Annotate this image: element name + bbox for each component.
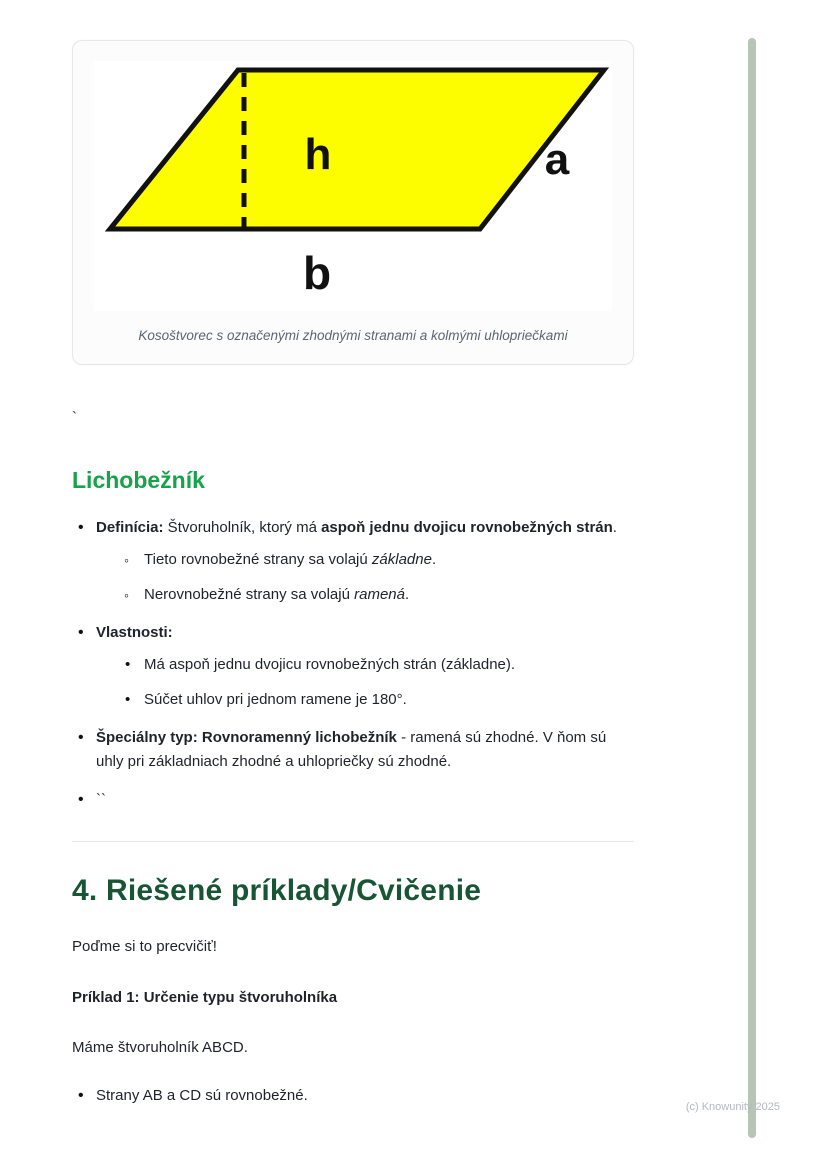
parallelogram-svg <box>94 61 612 311</box>
list-item-vlastnost-1: • Má aspoň jednu dvojicu rovnobežných strán (základne). <box>122 654 634 677</box>
paragraph-intro: Poďme si to precvičiť! <box>72 938 217 956</box>
zakladne-italic: základne <box>371 551 432 569</box>
stray-backticks: `` <box>96 790 106 808</box>
figure-caption: Kosoštvorec s označenými zhodnými stranami a kolmými uhlopriečkami <box>138 328 568 343</box>
section-heading-lichobeznik: Lichobežník <box>72 466 205 493</box>
definicia-bold: aspoň jednu dvojicu rovnobežných strán <box>321 518 613 536</box>
definicia-text <box>96 519 617 536</box>
label-h: h <box>304 130 332 179</box>
definicia-mid: Štvoruholník, ktorý má <box>163 518 322 536</box>
label-a: a <box>544 135 570 184</box>
priklad-list <box>72 1084 634 1107</box>
list-item-backticks <box>72 788 634 811</box>
stray-backtick: ` <box>72 408 77 426</box>
section-divider <box>72 841 634 842</box>
list-item-definicia <box>72 516 634 606</box>
definicia-end: . <box>612 518 617 536</box>
zakladne-end: . <box>431 551 437 569</box>
ramena-pre: Nerovnobežné strany sa volajú <box>144 585 355 603</box>
figure-card <box>72 40 634 365</box>
list-item-vlastnosti <box>72 621 634 711</box>
list-item-strany-ab-cd: • Strany AB a CD sú rovnobežné. <box>72 1084 634 1107</box>
special-text <box>96 729 606 769</box>
paragraph-priklad-1-title: Príklad 1: Určenie typu štvoruholníka <box>72 988 338 1006</box>
vertical-scrollbar[interactable] <box>748 38 756 1138</box>
list-item-zakladne <box>122 549 634 572</box>
list-item-ramena <box>122 584 634 607</box>
vlastnosti-text <box>96 624 173 641</box>
special-rest: - ramená sú zhodné. V ňom sú uhly pri základniach zhodné a uhlopriečky sú zhodné. <box>96 729 607 770</box>
list-item-special <box>72 726 634 773</box>
list-item-vlastnost-2: • Súčet uhlov pri jednom ramene je 180°. <box>122 689 634 712</box>
parallelogram-image <box>94 61 612 311</box>
watermark: (c) Knowunity 2025 <box>685 1101 780 1113</box>
special-bold: Špeciálny typ: Rovnoramenný lichobežník <box>96 729 397 747</box>
lichobeznik-list <box>72 516 634 811</box>
ramena-end: . <box>404 585 410 603</box>
zakladne-pre: Tieto rovnobežné strany sa volajú <box>144 551 372 569</box>
vlastnosti-label: Vlastnosti: <box>96 624 173 642</box>
document-page <box>72 40 634 1122</box>
definicia-sublist <box>122 549 634 606</box>
definicia-label: Definícia: <box>96 518 164 536</box>
ramena-italic: ramená <box>354 585 405 603</box>
label-b: b <box>302 247 332 299</box>
paragraph-abcd: Máme štvoruholník ABCD. <box>72 1039 248 1057</box>
parallelogram-shape <box>110 70 604 229</box>
section-heading-priklady: 4. Riešené príklady/Cvičenie <box>72 874 482 908</box>
vlastnosti-sublist <box>122 654 634 711</box>
